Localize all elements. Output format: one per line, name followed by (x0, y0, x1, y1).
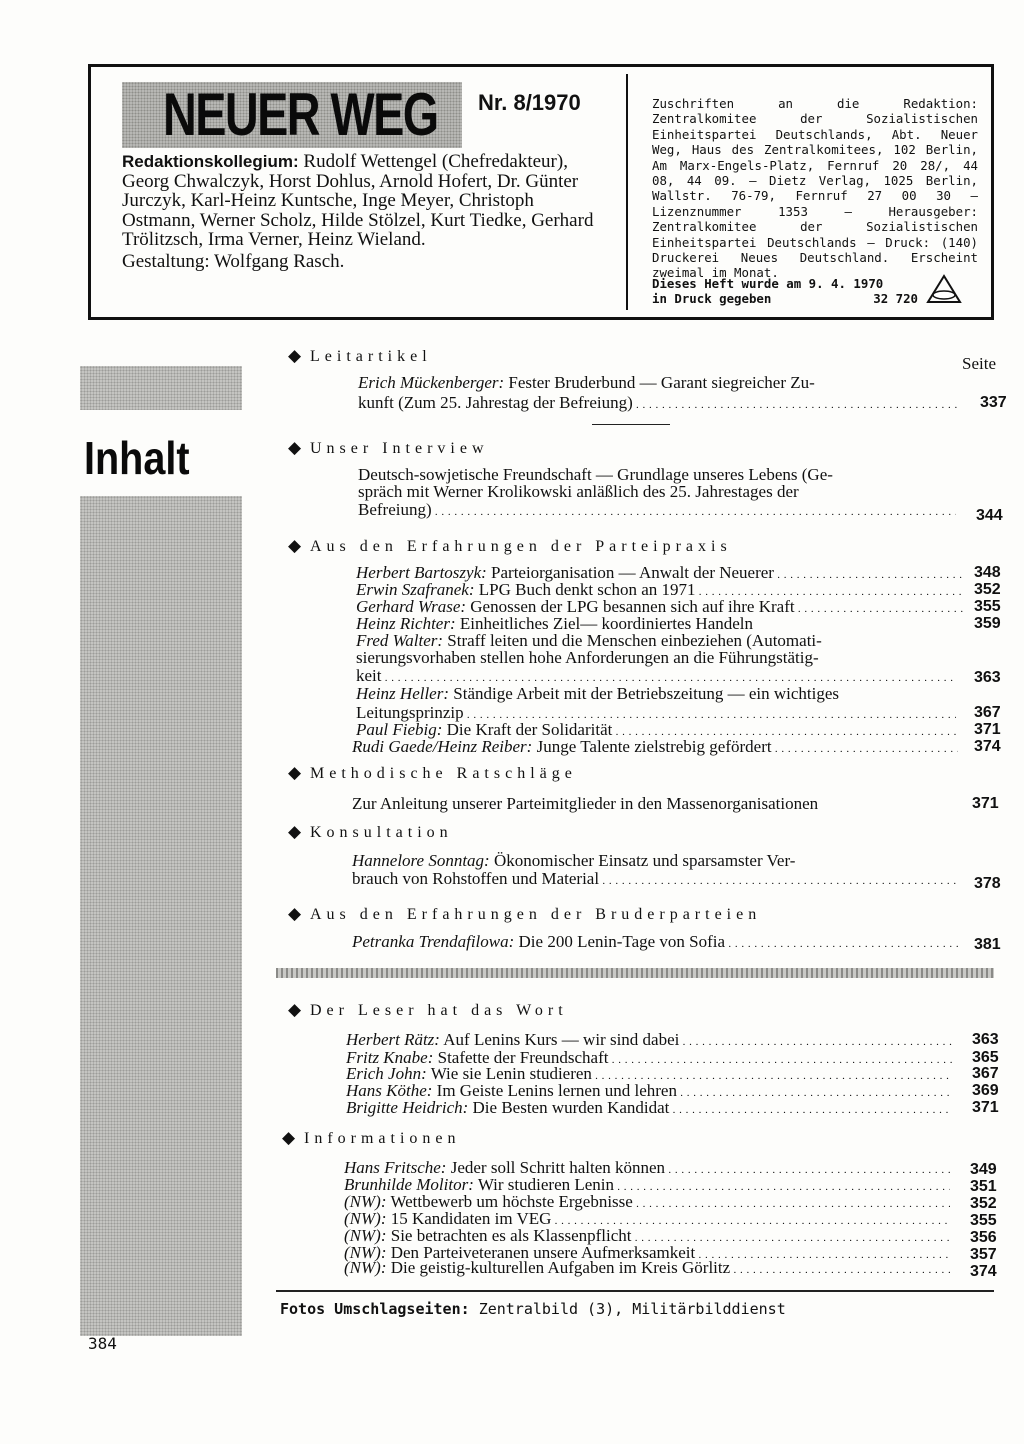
contact-info: Zuschriften an die Redaktion: Zentralkomitee der Sozialistischen Einheitspartei Deutschlands, Abt. Neuer Weg, Haus des Zentralkomitees, 102 Berlin, Am Marx-Engels-Platz, Fernruf 20 28/, 44 08, 44 09. — Dietz Verlag, 1025 Berlin, Wallstr. 76-79, Fernruf 27 00 30 — Lizenznummer 1353 — Herausgeber: Zentralkomitee der Sozialistischen Einheitspartei Deutschlands — Druck: (140) Druckerei Neues Deutschland. Erscheint zweimal im Monat. (652, 96, 978, 281)
entry-line: Fred Walter: Straff leiten und die Menschen einbeziehen (Automati- (356, 631, 822, 650)
entry-text: Paul Fiebig: Die Kraft der Solidarität . . . (356, 720, 956, 739)
photo-credits: Fotos Umschlagseiten: Zentralbild (3), Militärbilddienst (280, 1300, 786, 1318)
entry-text: Erich John: Wie sie Lenin studieren . . . (346, 1064, 952, 1083)
toc-entry (358, 466, 960, 500)
section-title: ◆ Methodische Ratschläge (288, 763, 577, 782)
page-number: 378 (974, 875, 1001, 892)
toc-entry (352, 852, 958, 869)
toc-entry (358, 374, 960, 391)
entry-text: Erwin Szafranek: LPG Buch denkt schon an 1971 . . . (356, 580, 964, 599)
page-number: 352 (970, 1195, 997, 1212)
entry-text: Brunhilde Molitor: Wir studieren Lenin . . . (344, 1175, 950, 1194)
page-number: 349 (970, 1161, 997, 1178)
print-note: in Druck gegeben (652, 291, 772, 307)
designer-credit: Gestaltung: Wolfgang Rasch. (122, 250, 345, 272)
page-number: 355 (974, 598, 1001, 615)
entry-text: (NW): Wettbewerb um höchste Ergebnisse . . . (344, 1192, 950, 1211)
page-number: 374 (970, 1263, 997, 1280)
entry-line: Deutsch-sowjetische Freundschaft — Grundlage unseres Lebens (Ge- (358, 465, 833, 484)
page-number: 381 (974, 936, 1001, 953)
page-column-label: Seite (962, 354, 996, 373)
editorial-board (122, 152, 610, 271)
print-code: 32 720 (873, 291, 918, 306)
entry-text: Hans Köthe: Im Geiste Lenins lernen und lehren . . . (346, 1081, 952, 1100)
entry-line: sierungsvorhaben stellen hohe Anforderungen an die Führungstätig- (356, 648, 819, 667)
entry-line: Hannelore Sonntag: Ökonomischer Einsatz und sparsamster Ver- (352, 851, 796, 870)
entry-line: Heinz Heller: Ständige Arbeit mit der Betriebszeitung — ein wichtiges (356, 684, 839, 703)
print-date: Dieses Heft wurde am 9. 4. 1970 (652, 276, 884, 291)
page-number: 374 (974, 738, 1001, 755)
entry-text: Herbert Rätz: Auf Lenins Kurs — wir sind dabei . . . (346, 1030, 952, 1049)
page-number: 363 (972, 1031, 999, 1048)
entry-text: Gerhard Wrase: Genossen der LPG besannen sich auf ihre Kraft . . . (356, 597, 964, 616)
page-number: 367 (974, 704, 1001, 721)
page-number: 367 (972, 1065, 999, 1082)
publisher-mark-icon (926, 274, 962, 304)
page-number: 371 (972, 795, 999, 812)
entry-text: Petranka Trendafilowa: Die 200 Lenin-Tage von Sofia . . . (352, 932, 958, 951)
entry-line: Erich Mückenberger: Fester Bruderbund — Garant siegreicher Zu- (358, 373, 815, 392)
page-number: 357 (970, 1246, 997, 1263)
toc-entry-last-line (356, 666, 1001, 686)
section-title: ◆ Unser Interview (288, 438, 489, 457)
section-title: ◆ Aus den Erfahrungen der Bruderparteien (288, 904, 762, 923)
issue-number: Nr. 8/1970 (478, 90, 581, 115)
entry-text: (NW): Die geistig-kulturellen Aufgaben im Kreis Görlitz . . . (344, 1258, 950, 1277)
page-number: 348 (974, 564, 1001, 581)
entry-text: keit . . . (356, 666, 956, 685)
toc-entry-last-line (358, 500, 1003, 524)
diamond-icon: ◆ (288, 346, 302, 365)
section-title: ◆ Der Leser hat das Wort (288, 1000, 568, 1019)
toc-entry (346, 1030, 999, 1049)
toc-entry (344, 1258, 997, 1280)
diamond-icon: ◆ (288, 438, 302, 457)
divider (276, 1290, 994, 1292)
toc-entry (352, 932, 1001, 953)
magazine-logo: NEUER WEG (163, 81, 438, 148)
diamond-icon: ◆ (288, 904, 302, 923)
section-title: ◆ Informationen (282, 1128, 461, 1147)
page-number: 355 (970, 1212, 997, 1229)
toc-entry (352, 794, 999, 813)
print-info (652, 276, 916, 307)
page-number-footer: 384 (88, 1334, 117, 1353)
toc-entry (356, 632, 960, 666)
entry-text: Zur Anleitung unserer Parteimitglieder in den Massenorganisationen (352, 794, 819, 813)
toc-entry (352, 737, 1001, 756)
entry-text: Befreiung) . . . (358, 500, 956, 519)
entry-text: Heinz Richter: Einheitliches Ziel— koordiniertes Handeln (356, 614, 754, 633)
entry-author: Erich Mückenberger: (358, 373, 505, 392)
toc-entry (356, 685, 960, 702)
sidebar-band (80, 496, 242, 1336)
diamond-icon: ◆ (282, 1128, 296, 1147)
page-number: 344 (976, 507, 1003, 524)
diamond-icon: ◆ (288, 822, 302, 841)
page-number: 369 (972, 1082, 999, 1099)
page-number: 359 (974, 615, 1001, 632)
entry-line: spräch mit Werner Krolikowski anläßlich des 25. Jahrestages der (358, 482, 799, 501)
board-label: Redaktionskollegium: (122, 152, 299, 171)
entry-text: Rudi Gaede/Heinz Reiber: Junge Talente zielstrebig gefördert . . . (352, 737, 958, 756)
diamond-icon: ◆ (288, 536, 302, 555)
diamond-icon: ◆ (288, 763, 302, 782)
entry-text: (NW): Den Parteiveteranen unsere Aufmerksamkeit . . . (344, 1243, 950, 1262)
section-title: ◆ Aus den Erfahrungen der Parteipraxis (288, 536, 732, 555)
entry-text: (NW): Sie betrachten es als Klassenpflicht . . . (344, 1226, 950, 1245)
toc-entry-last-line (352, 869, 1001, 892)
entry-text: Brigitte Heidrich: Die Besten wurden Kandidat . . . (346, 1098, 952, 1117)
entry-text: Hans Fritsche: Jeder soll Schritt halten können . . . (344, 1158, 950, 1177)
entry-text: Leitungsprinzip . . . (356, 703, 956, 722)
page-number: 363 (974, 669, 1001, 686)
page-number: 356 (970, 1229, 997, 1246)
contents-heading: Inhalt (84, 432, 190, 484)
sidebar-band-top (80, 366, 242, 410)
entry-text: brauch von Rohstoffen und Material . . . (352, 869, 958, 888)
toc-entry-last-line (358, 393, 1007, 412)
entry-text: (NW): 15 Kandidaten im VEG . . . (344, 1209, 950, 1228)
masthead-divider (626, 74, 628, 310)
toc-entry (346, 1098, 999, 1117)
section-title: ◆ Leitartikel (288, 346, 432, 365)
entry-text: Herbert Bartoszyk: Parteiorganisation — Anwalt der Neuerer . . . (356, 563, 964, 582)
entry-text: Fritz Knabe: Stafette der Freundschaft . . . (346, 1048, 952, 1067)
page-number: 371 (974, 721, 1001, 738)
board-members: Rudolf Wettengel (Chefredakteur), Georg Chwalczyk, Horst Dohlus, Arnold Hofert, Dr. Günter Jurczyk, Karl-Heinz Kuntsche, Inge Meyer, Christoph Ostmann, Werner Scholz, Hilde Stölzel, Kurt Tiedke, Gerhard Trölitzsch, Irma Verner, Heinz Wieland. (122, 151, 594, 250)
page-number: 351 (970, 1178, 997, 1195)
page-number: 352 (974, 581, 1001, 598)
page-number: 337 (980, 394, 1007, 411)
divider (592, 424, 670, 425)
divider-band (276, 968, 994, 978)
page-number: 371 (972, 1099, 999, 1116)
diamond-icon: ◆ (288, 1000, 302, 1019)
page-number: 365 (972, 1049, 999, 1066)
entry-text: kunft (Zum 25. Jahrestag der Befreiung) . . . (358, 393, 960, 412)
section-title: ◆ Konsultation (288, 822, 453, 841)
